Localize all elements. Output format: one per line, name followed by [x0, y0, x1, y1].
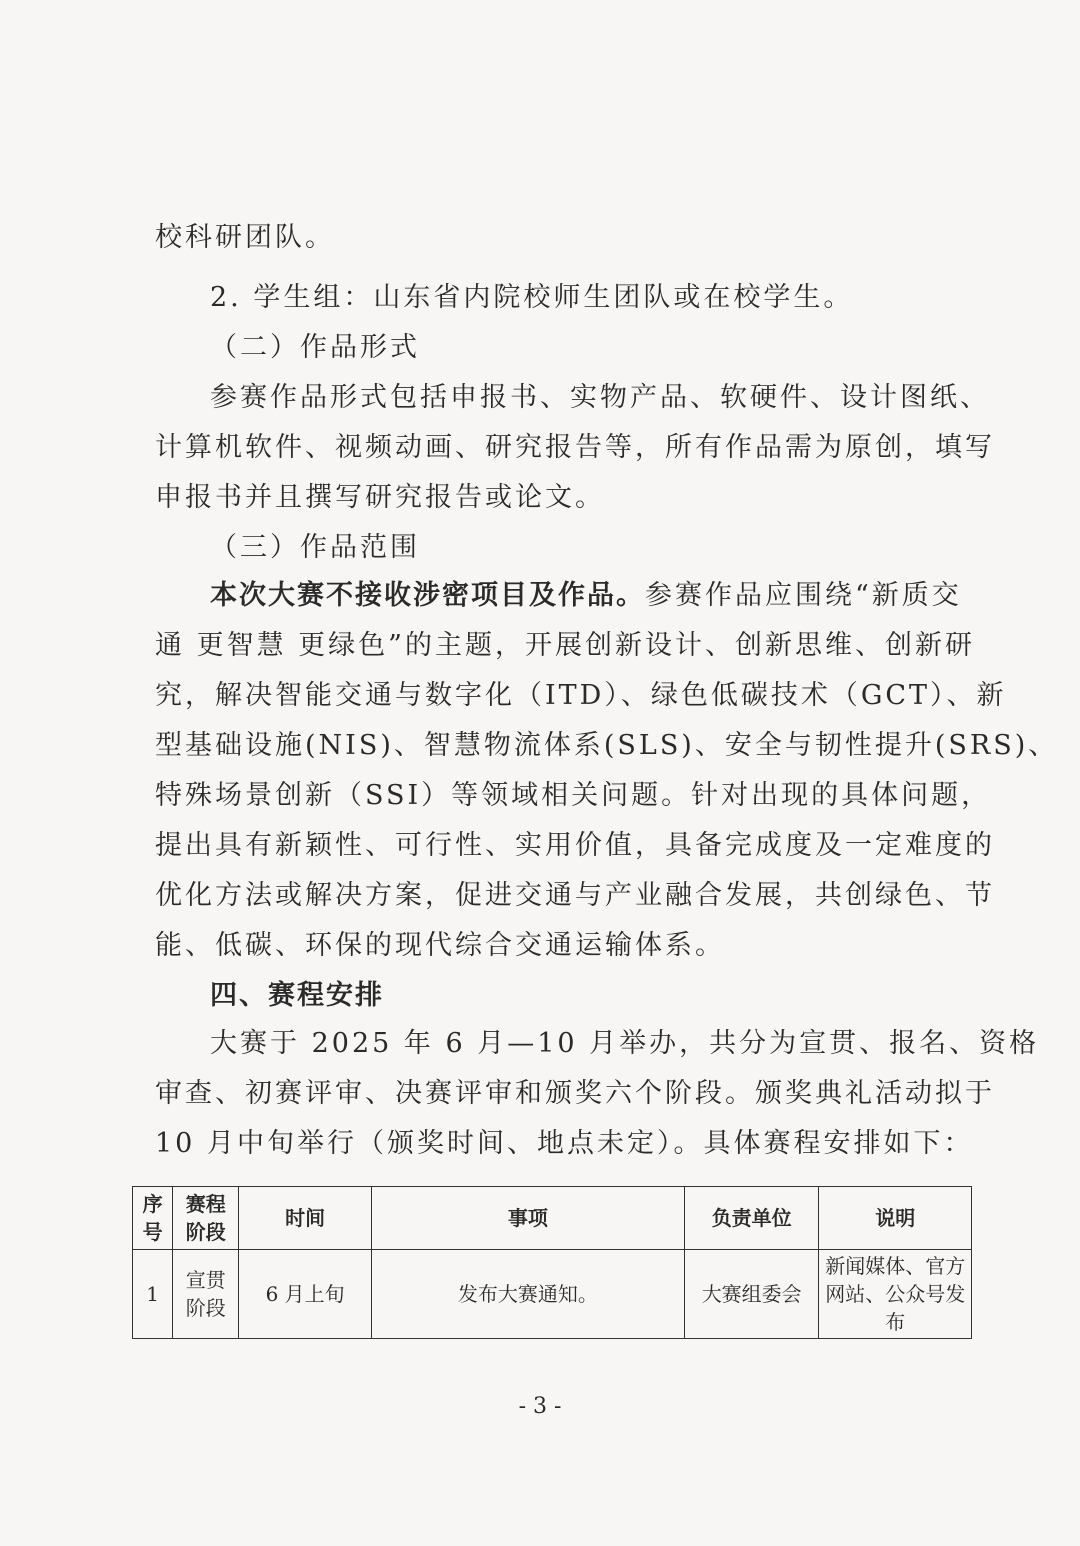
bold-notice: 本次大赛不接收涉密项目及作品。	[210, 580, 645, 611]
header-stage: 赛程阶段	[173, 1187, 239, 1250]
subheading-form: （二）作品形式	[210, 332, 420, 363]
text-line-11: 型基础设施(NIS)、智慧物流体系(SLS)、安全与韧性提升(SRS)、	[155, 730, 1059, 761]
text-line-9: 通 更智慧 更绿色”的主题，开展创新设计、创新思维、创新研	[155, 630, 975, 661]
text-line-1: 校科研团队。	[155, 222, 335, 253]
text-line-2: 2. 学生组：山东省内院校师生团队或在校学生。	[210, 282, 854, 313]
text-line-18: 审查、初赛评审、决赛评审和颁奖六个阶段。颁奖典礼活动拟于	[155, 1078, 995, 1109]
text-line-15: 能、低碳、环保的现代综合交通运输体系。	[155, 930, 725, 961]
text-line-5: 计算机软件、视频动画、研究报告等，所有作品需为原创，填写	[155, 432, 995, 463]
page-number: - 3 -	[518, 1394, 562, 1419]
text-line-17: 大赛于 2025 年 6 月—10 月举办，共分为宣贯、报名、资格	[210, 1028, 1040, 1059]
cell-time: 6 月上旬	[239, 1250, 371, 1339]
text-line-10: 究，解决智能交通与数字化（ITD）、绿色低碳技术（GCT）、新	[155, 680, 1007, 711]
header-unit: 负责单位	[684, 1187, 818, 1250]
cell-stage: 宣贯阶段	[173, 1250, 239, 1339]
section-heading-schedule: 四、赛程安排	[210, 980, 384, 1011]
cell-unit: 大赛组委会	[684, 1250, 818, 1339]
text-line-6: 申报书并且撰写研究报告或论文。	[155, 482, 605, 513]
header-note: 说明	[819, 1187, 972, 1250]
header-item: 事项	[371, 1187, 684, 1250]
subheading-scope: （三）作品范围	[210, 532, 420, 563]
text-line-8: 本次大赛不接收涉密项目及作品。参赛作品应围绕“新质交	[210, 580, 962, 611]
cell-item: 发布大赛通知。	[371, 1250, 684, 1339]
text-line-19: 10 月中旬举行（颁奖时间、地点未定）。具体赛程安排如下：	[155, 1128, 974, 1159]
table-header-row	[133, 1187, 972, 1250]
cell-note: 新闻媒体、官方网站、公众号发布	[819, 1250, 972, 1339]
text-line-13: 提出具有新颖性、可行性、实用价值，具备完成度及一定难度的	[155, 830, 995, 861]
table-row	[133, 1250, 972, 1339]
header-time: 时间	[239, 1187, 371, 1250]
text-line-4: 参赛作品形式包括申报书、实物产品、软硬件、设计图纸、	[210, 382, 990, 413]
header-index: 序号	[133, 1187, 173, 1250]
schedule-table	[132, 1186, 972, 1339]
text-line-14: 优化方法或解决方案，促进交通与产业融合发展，共创绿色、节	[155, 880, 995, 911]
text-line-12: 特殊场景创新（SSI）等领域相关问题。针对出现的具体问题，	[155, 780, 992, 811]
cell-index: 1	[133, 1250, 173, 1339]
